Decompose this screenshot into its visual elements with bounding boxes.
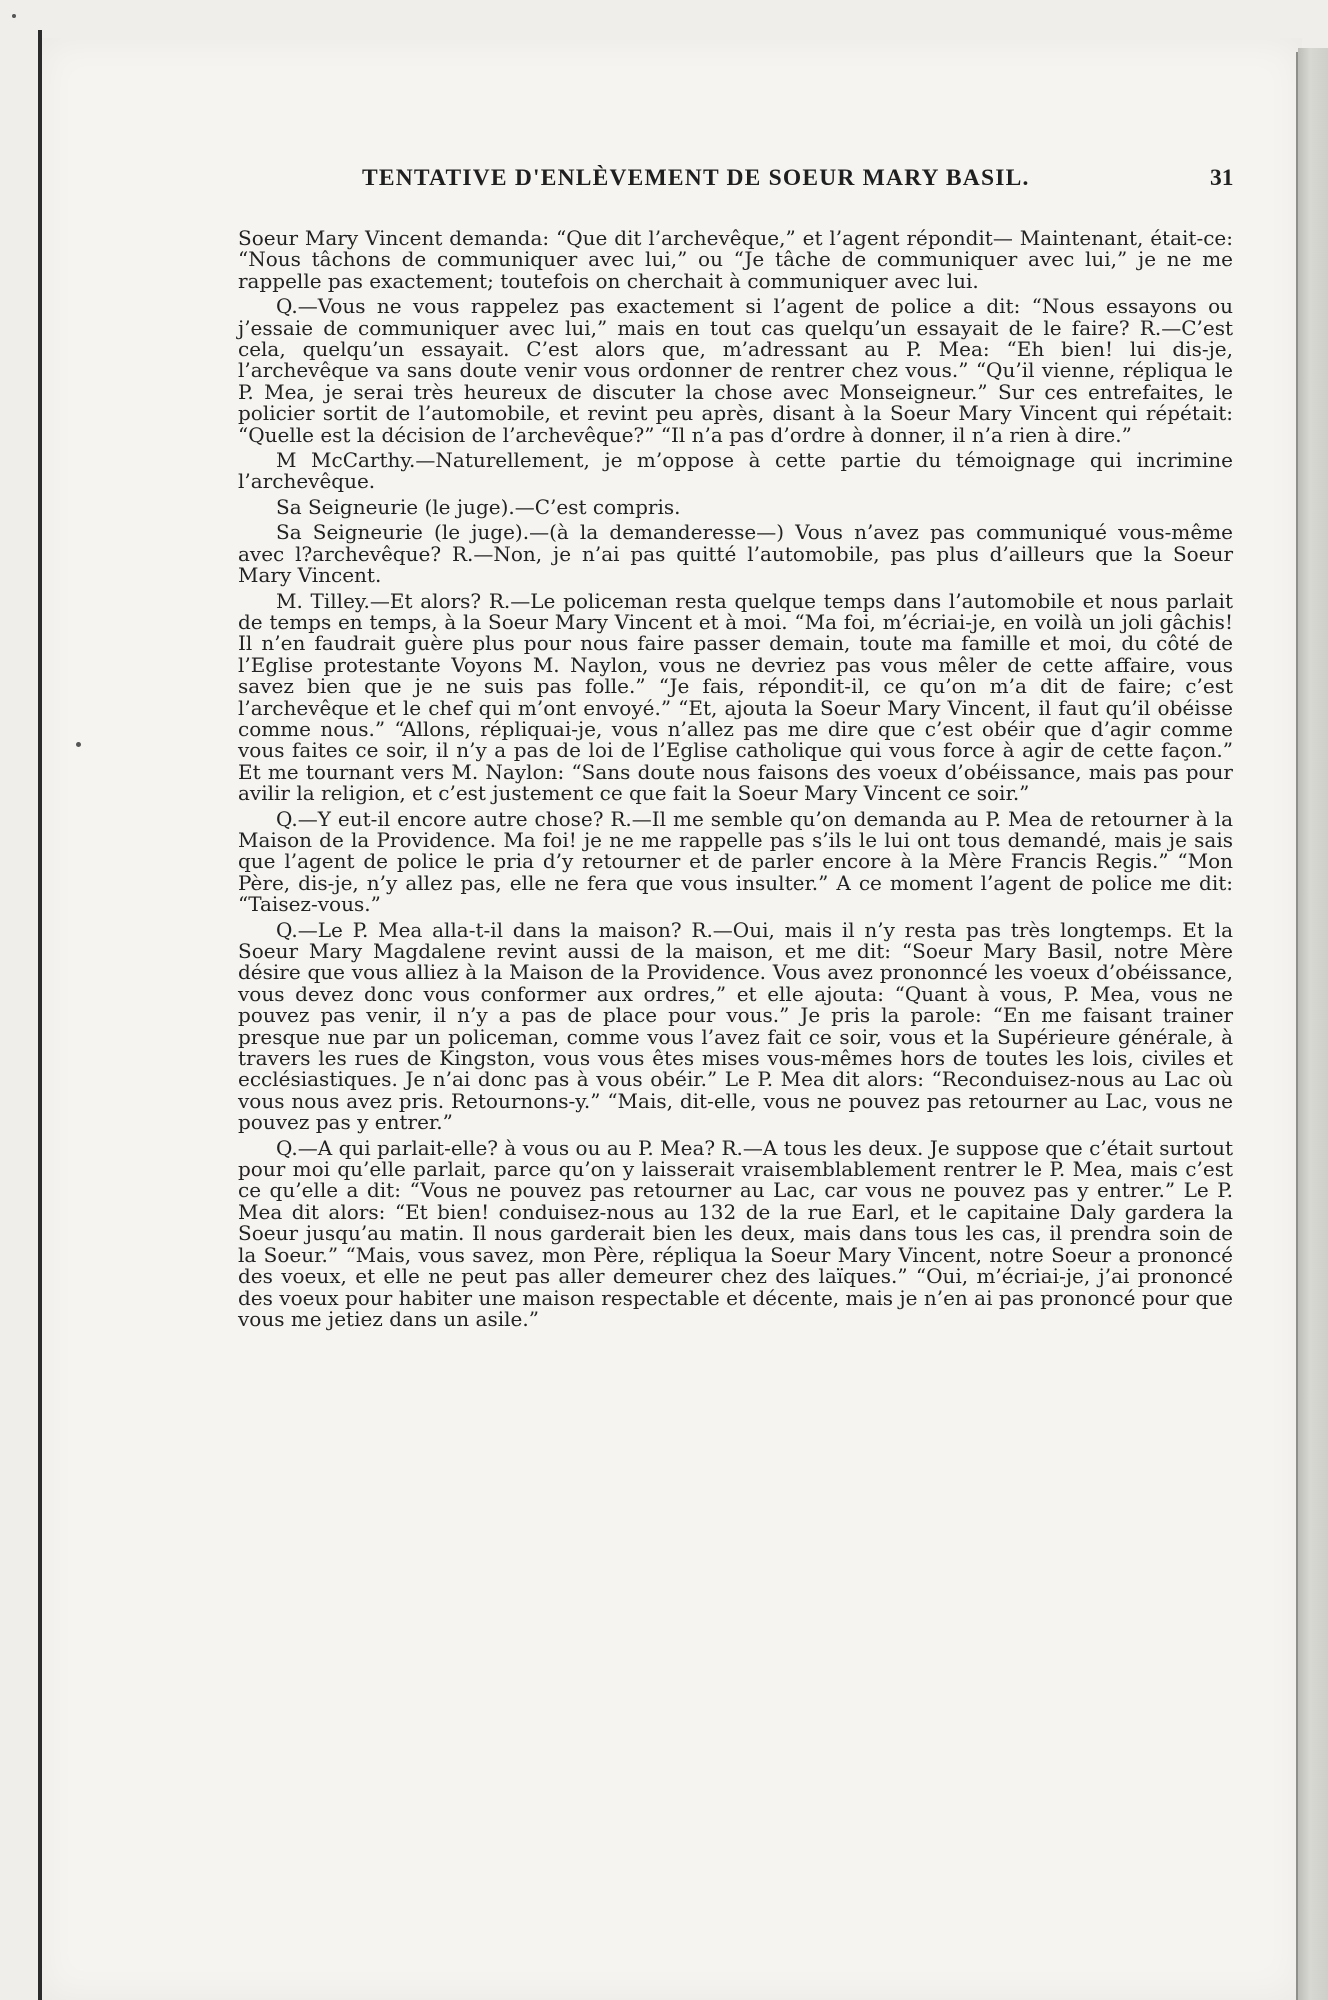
paragraph: M. Tilley.—Et alors? R.—Le policeman resta quelque temps dans l’automobile et nous parlait de temps en temps, à la Soeur Mary Vincent et à moi. “Ma foi, m’écriai-je, en voilà un joli gâchis! Il n’en faudrait guère plus pour nous faire passer demain, toute ma famille et moi, du côté de l’Eglise protestante Voyons M. Naylon, vous ne devriez pas vous mêler de cette affaire, vous savez bien que je ne suis pas folle.” “Je fais, répondit-il, ce qu’on m’a dit de faire; c’est l’archevêque et le chef qui m’ont envoyé.” “Et, ajouta la Soeur Mary Vincent, il faut qu’il obéisse comme nous.” “Allons, répliquai-je, vous n’allez pas me dire que c’est obéir que d’agir comme vous faites ce soir, il n’y a pas de loi de l’Eglise catholique qui vous force à agir de cette façon.” Et me tournant vers M. Naylon: “Sans doute nous faisons des voeux d’obéissance, mais pas pour avilir la religion, et c’est justement ce que fait la Soeur Mary Vincent ce soir.” <box>238 588 1233 806</box>
scan-speck <box>76 742 81 747</box>
page-left-edge <box>38 30 42 2000</box>
paragraph: M McCarthy.—Naturellement, je m’oppose à cette partie du témoignage qui incrimine l’archevêque. <box>238 448 1233 494</box>
paragraph: Q.—Vous ne vous rappelez pas exactement si l’agent de police a dit: “Nous essayons ou j’essaie de communiquer avec lui,” mais en tout cas quelqu’un essayait de le faire? R.—C’est cela, quelqu’un essayait. C’est alors que, m’adressant au P. Mea: “Eh bien! lui dis-je, l’archevêque va sans doute venir vous ordonner de rentrer chez vous.” “Qu’il vienne, répliqua le P. Mea, je serai très heureux de discuter la chose avec Monseigneur.” Sur ces entrefaites, le policier sortit de l’automobile, et revint peu après, disant à la Soeur Mary Vincent qui répétait: “Quelle est la décision de l’archevêque?” “Il n’a pas d’ordre à donner, il n’a rien à dire.” <box>238 294 1233 447</box>
paragraph: Q.—Le P. Mea alla-t-il dans la maison? R.—Oui, mais il n’y resta pas très longtemps. Et la Soeur Mary Magdalene revint aussi de la maison, et me dit: “Soeur Mary Basil, notre Mère désire que vous alliez à la Maison de la Providence. Vous avez prononncé les voeux d’obéissance, vous devez donc vous conformer aux ordres,” et elle ajouta: “Quant à vous, P. Mea, vous ne pouvez pas venir, il n’y a pas de place pour vous.” Je pris la parole: “En me faisant trainer presque nue par un policeman, comme vous l’avez fait ce soir, vous et la Supérieure générale, à travers les rues de Kingston, vous vous êtes mises vous-mêmes hors de toutes les lois, civiles et ecclésiastiques. Je n’ai donc pas à vous obéir.” Le P. Mea dit alors: “Reconduisez-nous au Lac où vous nous avez pris. Retournons-y.” “Mais, dit-elle, vous ne pouvez pas retourner au Lac, vous ne pouvez pas y entrer.” <box>238 917 1233 1135</box>
running-title: TENTATIVE D'ENLÈVEMENT DE SOEUR MARY BASIL. <box>362 165 1030 191</box>
page-number: 31 <box>1210 165 1234 191</box>
page-body <box>238 228 1233 1334</box>
paragraph: Q.—Y eut-il encore autre chose? R.—Il me semble qu’on demanda au P. Mea de retourner à la Maison de la Providence. Ma foi! je ne me rappelle pas s’ils le lui ont tous demandé, mais je sais que l’agent de police le pria d’y retourner et de parler encore à la Mère Francis Regis.” “Mon Père, dis-je, n’y allez pas, elle ne fera que vous insulter.” A ce moment l’agent de police me dit: “Taisez-vous.” <box>238 806 1233 917</box>
page-right-shadow <box>1298 48 1328 2000</box>
paragraph: Sa Seigneurie (le juge).—C’est compris. <box>276 494 681 519</box>
paragraph: Q.—A qui parlait-elle? à vous ou au P. Mea? R.—A tous les deux. Je suppose que c’était surtout pour moi qu’elle parlait, parce qu’on y laisserait vraisemblablement rentrer le P. Mea, mais c’est ce qu’elle a dit: “Vous ne pouvez pas retourner au Lac, car vous ne pouvez pas y entrer.” Le P. Mea dit alors: “Et bien! conduisez-nous au 132 de la rue Earl, et le capitaine Daly gardera la Soeur jusqu’au matin. Il nous garderait bien les deux, mais dans tous les cas, il prendra soin de la Soeur.” “Mais, vous savez, mon Père, répliqua la Soeur Mary Vincent, notre Soeur a prononcé des voeux, et elle ne peut pas aller demeurer chez des laïques.” “Oui, m’écriai-je, j’ai prononcé des voeux pour habiter une maison respectable et décente, mais je n’en ai pas prononcé pour que vous me jetiez dans un asile.” <box>238 1135 1233 1331</box>
scan-speck <box>12 14 16 18</box>
paragraph: Sa Seigneurie (le juge).—(à la demanderesse—) Vous n’avez pas communiqué vous-même avec l?archevêque? R.—Non, je n’ai pas quitté l’automobile, pas plus d’ailleurs que la Soeur Mary Vincent. <box>238 520 1233 588</box>
paragraph: Soeur Mary Vincent demanda: “Que dit l’archevêque,” et l’agent répondit— Maintenant, était-ce: “Nous tâchons de communiquer avec lui,” ou “Je tâche de communiquer avec lui,” je ne me rappelle pas exactement; toutefois on cherchait à communiquer avec lui. <box>238 226 1233 293</box>
